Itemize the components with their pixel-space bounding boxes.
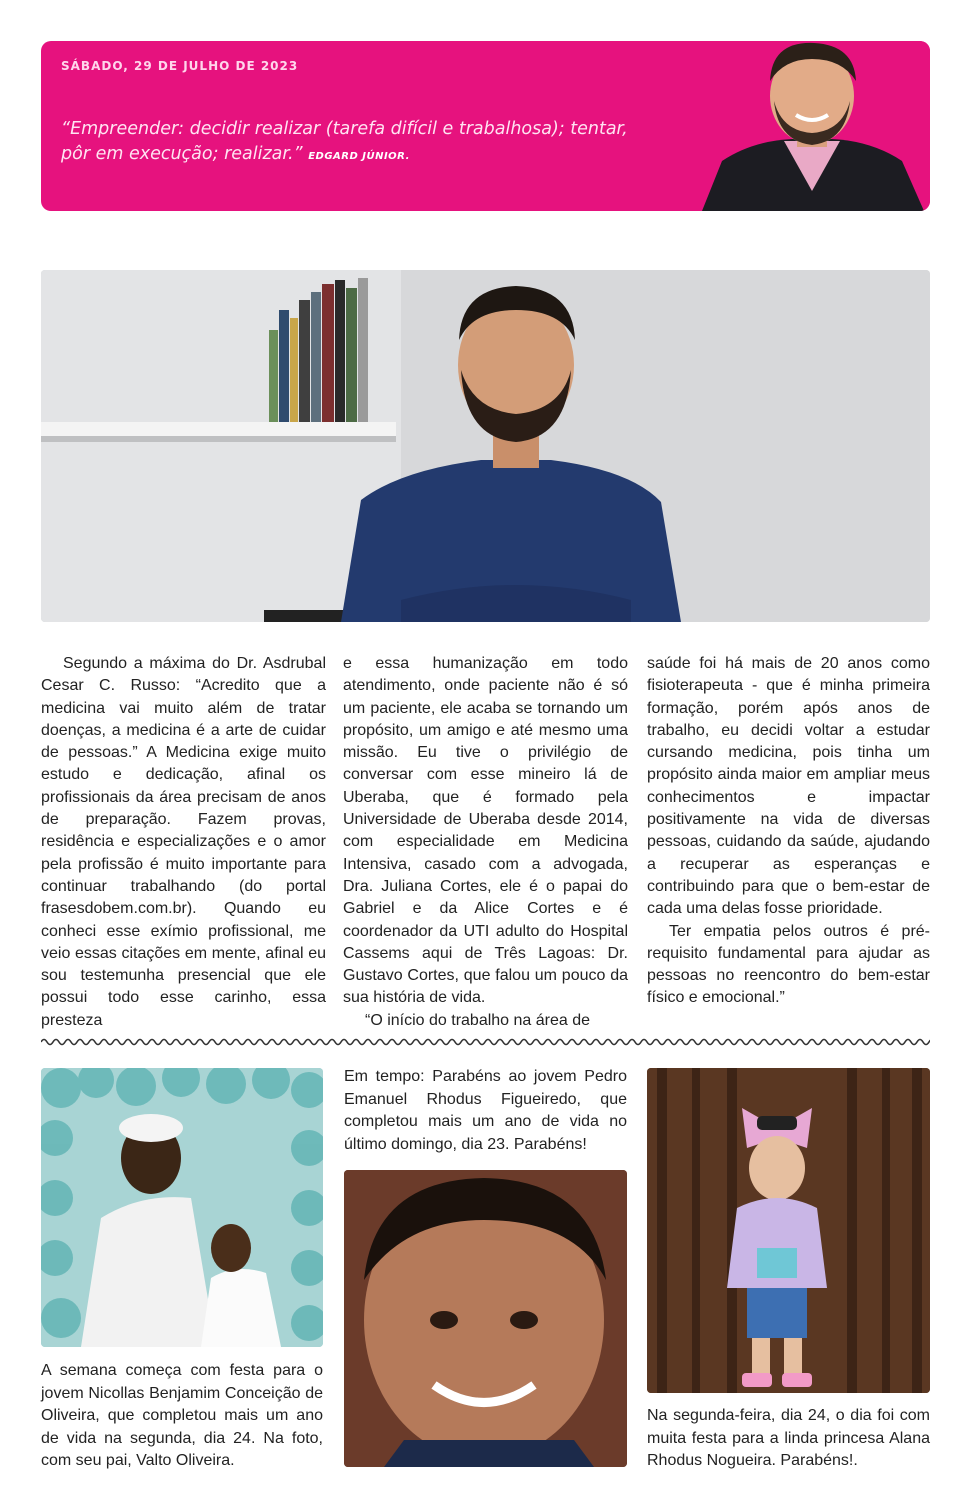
article-paragraph: e essa humanização em todo atendimento, onde paciente não é só um paciente, ele acaba se tornando um propósito, um amigo e até mesmo uma missão. Eu tive o privilégio de conversar com esse mineiro lá de Uberaba, que é formado pela Universidade de Uberaba desde 2014, com especialidade em Medicina Intensiva, casado com a advogada, Dra. Juliana Cortes, ele é o papai do Gabriel e da Alice Cortes e é coordenador da UTI adulto do Hospital Cassems aqui de Três Lagoas: Dr. Gustavo Cortes, que falou um pouco da sua história de vida.	[343, 655, 628, 1007]
quote-author: EDGARD JÚNIOR.	[308, 151, 410, 162]
column-header-banner	[41, 41, 930, 211]
birthday-photo-nicollas	[41, 1068, 323, 1347]
caption-middle: Em tempo: Parabéns ao jovem Pedro Emanuel Rhodus Figueiredo, que completou mais um ano de vida no último domingo, dia 23. Parabéns!	[344, 1068, 627, 1153]
header-quote	[61, 117, 661, 169]
birthday-photo-pedro	[344, 1170, 627, 1467]
article-paragraph: Segundo a máxima do Dr. Asdrubal Cesar C. Russo: “Acredito que a medicina vai muito além de tratar doenças, a medicina é a arte de cuidar de pessoas.” A Medicina exige muito estudo e dedicação, afinal os profissionais da área precisam de anos de preparação. Fazem provas, residência e especializações e o amor pela profissão é muito importante para continuar trabalhando (do portal frasesdobem.com.br). Quando eu conheci esse exímio profissional, me veio essas citações em mente, afinal eu sou testemunha presencial que ele possui todo esse carinho, essa presteza	[41, 655, 326, 1029]
caption-right: Na segunda-feira, dia 24, o dia foi com muita festa para a linda princesa Alana Rhodus Nogueira. Parabéns!.	[647, 1407, 930, 1469]
caption-left: A semana começa com festa para o jovem Nicollas Benjamim Conceição de Oliveira, que completou mais um ano de vida na segunda, dia 24. Na foto, com seu pai, Valto Oliveira.	[41, 1362, 323, 1469]
article-paragraph: saúde foi há mais de 20 anos como fisioterapeuta - que é minha primeira formação, porém após anos de trabalho, eu decidi voltar a estudar cursando medicina, pois tinha um propósito ainda maior em ampliar meus conhecimentos e impactar positivamente na vida de diversas pessoas, cuidando da saúde, ajudando a recuperar as esperanças e contribuindo para que o bem-estar de cada uma delas fosse prioridade.	[647, 655, 930, 918]
article-column-2	[343, 653, 628, 1032]
doctor-photo	[41, 270, 930, 622]
columnist-portrait	[692, 41, 930, 211]
quote-text: “Empreender: decidir realizar (tarefa difícil e trabalhosa); tentar, pôr em execução; realizar.”	[61, 119, 628, 164]
article-paragraph: Ter empatia pelos outros é pré-requisito fundamental para ajudar as pessoas no reencontro do bem-estar físico e emocional.”	[647, 922, 930, 1007]
article-column-3	[647, 653, 930, 1010]
publication-date: SÁBADO, 29 DE JULHO DE 2023	[61, 59, 299, 73]
article-paragraph: “O início do trabalho na área de	[365, 1011, 591, 1029]
birthday-photo-alana	[647, 1068, 930, 1393]
article-column-1	[41, 653, 326, 1032]
wavy-divider	[41, 1036, 930, 1048]
